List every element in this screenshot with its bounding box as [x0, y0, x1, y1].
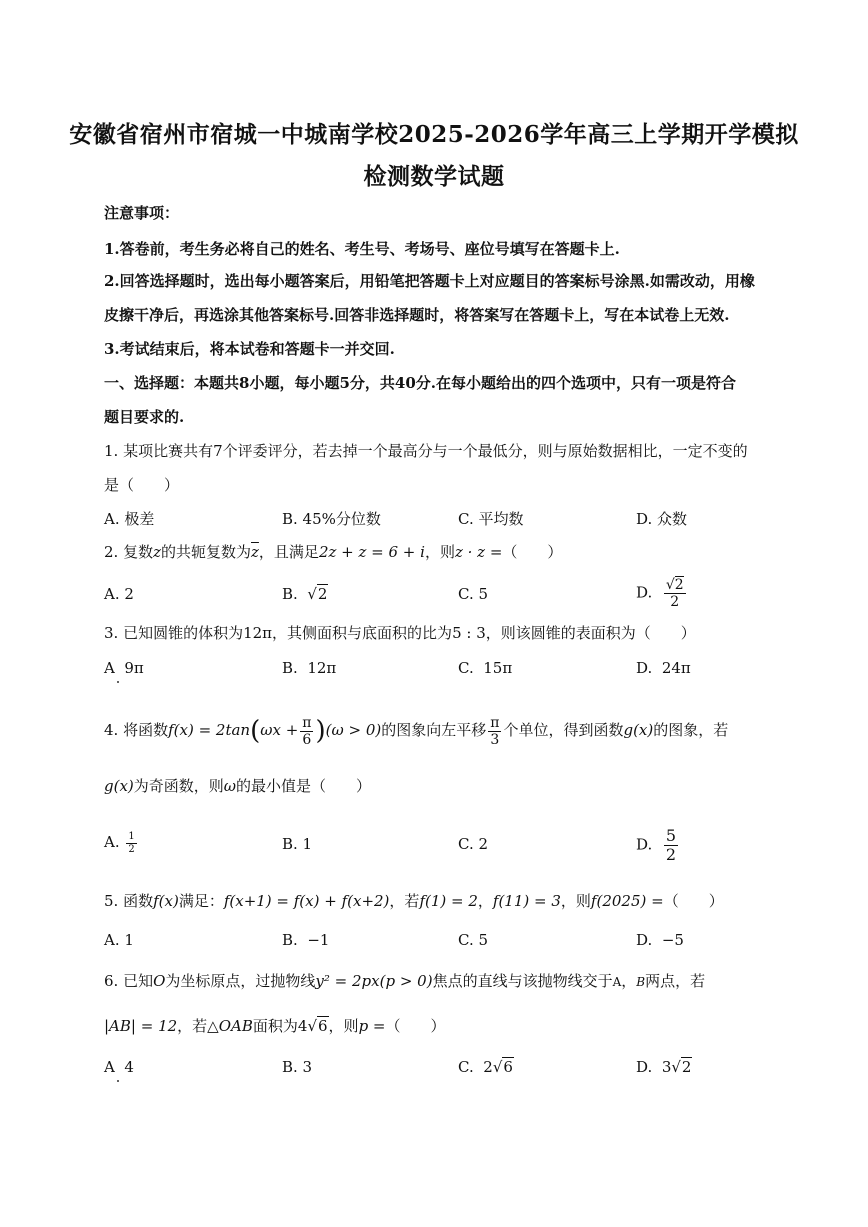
q6-options — [104, 1055, 770, 1081]
q6-option-d: D. 3√2 — [636, 1058, 692, 1076]
exam-title-line1: 安徽省宿州市宿城一中城南学校2025-2026学年高三上学期开学模拟 — [69, 121, 799, 148]
q6-parabola: y² = 2px(p > 0) — [315, 972, 433, 990]
q1-option-c: C. 平均数 — [458, 510, 524, 528]
q2-text: 2. 复数z的共轭复数为$\overline{z}$，且满足2z + z = 6 + i，则z · z =（ ） — [104, 543, 563, 561]
notes-heading: 注意事项： — [104, 204, 180, 222]
q3-volume: 12π — [243, 624, 273, 642]
q5-options — [104, 928, 770, 954]
q2-option-c: C. 5 — [458, 585, 489, 603]
q1-text-b: 是（ ） — [104, 476, 180, 494]
q3-option-c: C. 15π — [458, 659, 513, 677]
q6-text-line1: 6. 已知O为坐标原点，过抛物线y² = 2px(p > 0)焦点的直线与该抛物线交于A，B两点，若 — [104, 972, 706, 990]
q4-option-a: A. $\frac{1}{2}$ — [104, 830, 135, 855]
q2-option-d: D. $\frac{√2}{2}$ — [636, 577, 684, 610]
q3-option-b: B. 12π — [282, 659, 337, 677]
scan-dot — [117, 1080, 119, 1082]
q6-option-b: B. 3 — [282, 1058, 313, 1076]
q5-option-d: D. −5 — [636, 931, 684, 949]
q2-product: z · z = — [454, 543, 503, 561]
q1-option-a: A. 极差 — [104, 510, 155, 528]
q1-text-a: 1. 某项比赛共有7个评委评分，若去掉一个最高分与一个最低分，则与原始数据相比，一定不变的 — [104, 442, 748, 460]
q6-text-line2: |AB| = 12，若△OAB面积为4√6，则p =（ ） — [104, 1017, 446, 1035]
exam-title-line2: 检测数学试题 — [363, 163, 505, 190]
q2-option-b: B. √2 — [282, 585, 328, 603]
q3-option-d: D. 24π — [636, 659, 691, 677]
q5-recurrence: f(x+1) = f(x) + f(x+2) — [223, 892, 390, 910]
q6-option-c: C. 2√6 — [458, 1058, 513, 1076]
q5-option-c: C. 5 — [458, 931, 489, 949]
note-2a: 2.回答选择题时，选出每小题答案后，用铅笔把答题卡上对应题目的答案标号涂黑.如需改动，用橡 — [104, 272, 755, 290]
q4-options — [104, 826, 770, 862]
q4-text-line1: 4. 将函数f(x) = 2tan(ωx + $\frac{\pi}{6}$ )(ω > 0)的图象向左平移 $\frac{\pi}{3}$ 个单位，得到函数g(x)的图象，若 — [104, 714, 729, 748]
q4-option-b: B. 1 — [282, 835, 313, 853]
q2-z: z — [153, 543, 161, 561]
section-heading-line2: 题目要求的. — [104, 408, 185, 426]
q1-options — [104, 507, 770, 533]
q3-text: 3. 已知圆锥的体积为12π，其侧面积与底面积的比为5 : 3，则该圆锥的表面积为（ ） — [104, 624, 696, 642]
q4-option-c: C. 2 — [458, 835, 489, 853]
note-2b: 皮擦干净后，再选涂其他答案标号.回答非选择题时，将答案写在答题卡上，写在本试卷上无效. — [104, 306, 730, 324]
q2-option-a: A. 2 — [104, 585, 134, 603]
scan-dot — [117, 681, 119, 683]
q2-equation: 2z + z = 6 + i — [318, 543, 425, 561]
q5-option-a: A. 1 — [104, 931, 134, 949]
q5-option-b: B. −1 — [282, 931, 330, 949]
q3-option-a: A 9π — [104, 659, 144, 677]
q1-option-d: D. 众数 — [636, 510, 688, 528]
q5-text: 5. 函数f(x)满足：f(x+1) = f(x) + f(x+2)，若f(1) = 2，f(11) = 3，则f(2025) =（ ） — [104, 892, 724, 910]
q3-ratio: 5 : 3 — [452, 624, 486, 642]
q4-function: f(x) = 2tan — [168, 721, 251, 739]
note-3: 3.考试结束后，将本试卷和答题卡一并交回. — [104, 340, 395, 358]
q1-option-b: B. 45%分位数 — [282, 510, 381, 528]
q2-zbar: $\overline{z}$ — [251, 543, 259, 561]
q6-option-a: A 4 — [104, 1058, 134, 1076]
q3-options — [104, 656, 770, 682]
q4-text-line2: g(x)为奇函数，则ω的最小值是（ ） — [104, 777, 372, 795]
q4-option-d: D. $\frac{5}{2}$ — [636, 826, 676, 864]
note-1: 1.答卷前，考生务必将自己的姓名、考生号、考场号、座位号填写在答题卡上. — [104, 240, 620, 258]
q2-options — [104, 578, 770, 612]
section-heading-line1: 一、选择题：本题共8小题，每小题5分，共40分.在每小题给出的四个选项中，只有一项是符合 — [104, 374, 736, 392]
